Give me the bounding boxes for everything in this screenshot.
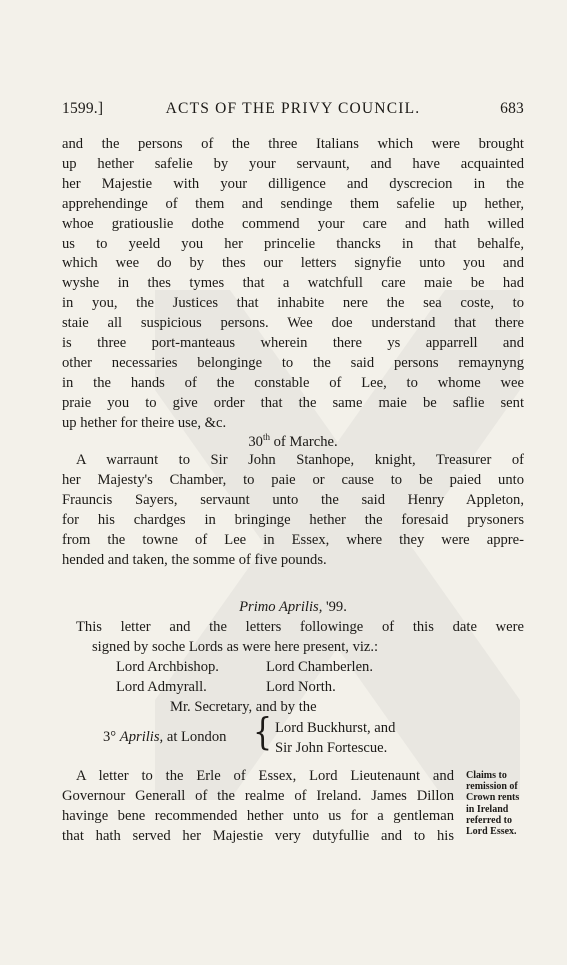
text-line: This letter and the letters followinge of this date were — [76, 619, 524, 635]
paragraph-1 — [62, 135, 524, 434]
margin-note-line: remission of — [466, 781, 518, 793]
date-italic: Aprilis, — [119, 729, 164, 745]
margin-note-line: Claims to — [466, 770, 507, 781]
text-line: that hath served her Majestie very dutyfullie and to his — [62, 827, 454, 844]
text-line: A letter to the Erle of Essex, Lord Lieutenaunt and — [76, 768, 454, 784]
text-line: hended and taken, the somme of five pounds. — [62, 551, 327, 568]
text-line: and the persons of the three Italians which were brought — [62, 136, 524, 152]
paragraph-2 — [62, 451, 524, 570]
margin-note-line: Crown rents — [466, 792, 520, 804]
date-day: 30 — [248, 433, 263, 450]
text-line: Frauncis Sayers, servaunt unto the said Henry Appleton, — [62, 491, 524, 508]
text-line: from the towne of Lee in Essex, where they were appre- — [62, 531, 524, 548]
text-line: which wee do by thes our letters signyfie unto you and — [62, 255, 524, 272]
margin-note-line: Lord Essex. — [466, 826, 517, 838]
date-prefix: 3° — [103, 729, 117, 745]
running-head-year: 1599.] — [62, 100, 104, 117]
date-rest: at London — [163, 729, 227, 745]
margin-note-line: in Ireland — [466, 803, 509, 815]
running-head-title: ACTS OF THE PRIVY COUNCIL. — [165, 100, 421, 117]
brace-glyph: { — [253, 710, 273, 755]
margin-note-line: referred to — [466, 814, 512, 826]
text-line: A warraunt to Sir John Stanhope, knight, Treasurer of — [76, 452, 524, 468]
running-head — [62, 100, 524, 122]
text-line: Governour Generall of the realme of Ireland. James Dillon — [62, 787, 454, 804]
secretary-line: Mr. Secretary, and by the — [170, 699, 317, 715]
signer: Lord Admyrall. — [116, 679, 207, 695]
text-line: in you, the Justices that inhabite nere the sea coste, to — [62, 295, 524, 312]
date-at-london — [103, 727, 226, 747]
text-line: her Majestie with your dilligence and dyscrecion in the — [62, 175, 524, 192]
paragraph-3 — [76, 618, 524, 658]
page-number: 683 — [500, 100, 524, 117]
signer: Lord Buckhurst, and — [275, 720, 396, 736]
date-rest: '99. — [322, 599, 347, 615]
signer: Lord North. — [266, 679, 336, 695]
text-line: in the hands of the constable of Lee, to whome wee — [62, 374, 524, 391]
text-line: wyshe in thes tymes that a watchfull care maie be had — [62, 275, 524, 292]
text-line: is three port-manteaus wherein there ys apparrell and — [62, 335, 524, 352]
text-line: staie all suspicious persons. Wee doe understand that there — [62, 315, 524, 332]
text-line: up hether for theire use, &c. — [62, 414, 227, 431]
date-rest: of Marche. — [269, 433, 338, 450]
date-suffix: th — [262, 432, 270, 442]
text-line: havinge bene recommended hether unto us for a gentleman — [62, 807, 454, 824]
text-line: praie you to give order that the same maie be saflie sent — [62, 394, 524, 411]
paragraph-4 — [62, 767, 454, 847]
text-line: up hether safelie by your servaunt, and have acquainted — [62, 155, 524, 172]
text-line: apprehendinge of them and sendinge them safelie up hether, — [62, 195, 524, 212]
text-line: for his chardges in bringinge hether the foresaid prysoners — [62, 511, 524, 528]
text-line: whoe gratiouslie dothe commend your care and hath willed — [62, 215, 524, 232]
date-italic: Primo Aprilis, — [239, 599, 323, 615]
signer: Lord Chamberlen. — [266, 659, 373, 675]
signer: Sir John Fortescue. — [275, 740, 388, 756]
date-heading-marche — [62, 432, 524, 451]
text-line: signed by soche Lords as were here present, viz.: — [92, 638, 379, 655]
text-line: her Majesty's Chamber, to paie or cause to be paied unto — [62, 471, 524, 488]
margin-note — [466, 770, 546, 837]
signer: Lord Archbishop. — [116, 659, 219, 675]
text-line: us to yeeld you her princelie thancks in that behalfe, — [62, 235, 524, 252]
text-line: other necessaries belonginge to the said persons remaynyng — [62, 354, 524, 371]
date-heading-aprilis — [62, 599, 524, 616]
